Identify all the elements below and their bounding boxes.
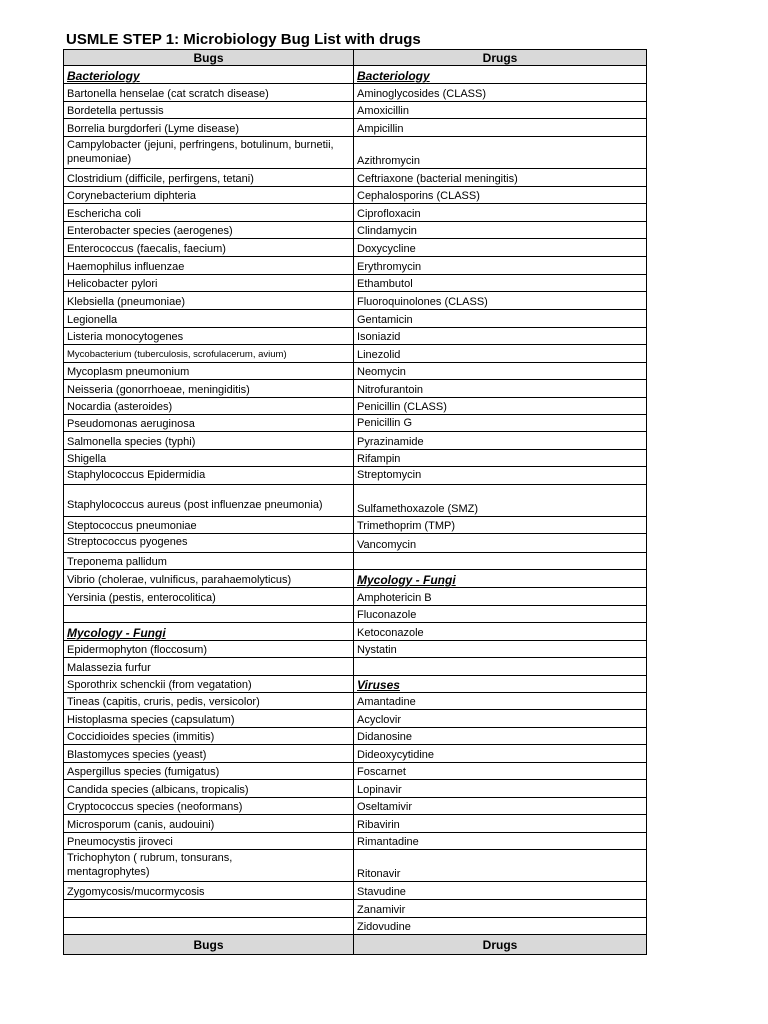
table-footer-row [63, 935, 647, 955]
table-row [63, 728, 647, 745]
table-row [63, 763, 647, 780]
table-row [63, 239, 647, 257]
table-row [63, 485, 647, 517]
table-row [63, 623, 647, 641]
table-row [63, 693, 647, 710]
table-row [63, 641, 647, 658]
drug-cell: Rimantadine [354, 833, 647, 849]
bug-cell: Yersinia (pestis, enterocolitica) [63, 588, 354, 605]
drug-cell: Ceftriaxone (bacterial meningitis) [354, 169, 647, 186]
drug-cell: Linezolid [354, 345, 647, 362]
bug-cell: Shigella [63, 450, 354, 466]
drug-cell: Ethambutol [354, 275, 647, 291]
table-row [63, 380, 647, 398]
table-row [63, 833, 647, 850]
bug-cell: Haemophilus influenzae [63, 257, 354, 274]
bug-cell-line: mentagrophytes) [67, 866, 150, 878]
drug-cell: Zidovudine [354, 918, 647, 934]
drug-cell: Pyrazinamide [354, 432, 647, 449]
table-row [63, 415, 647, 432]
drug-cell: Ribavirin [354, 815, 647, 832]
table-row [63, 204, 647, 222]
bug-cell: Coccidioides species (immitis) [63, 728, 354, 744]
table-row [63, 450, 647, 467]
bug-cell: Zygomycosis/mucormycosis [63, 882, 354, 899]
bug-cell: Vibrio (cholerae, vulnificus, parahaemolyticus) [63, 570, 354, 587]
bug-cell: Blastomyces species (yeast) [63, 745, 354, 762]
bacteriology-section-heading: Bacteriology [63, 66, 354, 83]
bug-cell: Streptococcus pyogenes [63, 534, 354, 552]
bug-cell: Neisseria (gonorrhoeae, meningiditis) [63, 380, 354, 397]
table-row [63, 169, 647, 187]
page-title: USMLE STEP 1: Microbiology Bug List with drugs [66, 31, 421, 48]
table-row [63, 66, 647, 84]
bug-cell-line: Trichophyton ( rubrum, tonsurans, [67, 852, 233, 864]
table-row [63, 432, 647, 450]
bug-cell: Treponema pallidum [63, 553, 354, 569]
drug-cell: Cephalosporins (CLASS) [354, 187, 647, 203]
bug-cell: Staphylococcus Epidermidia [63, 467, 354, 484]
bug-cell: Sporothrix schenckii (from vegatation) [63, 676, 354, 692]
drug-cell: Ritonavir [354, 850, 647, 881]
bug-cell: Cryptococcus species (neoformans) [63, 798, 354, 814]
drug-cell: Nystatin [354, 641, 647, 657]
drug-cell: Amoxicillin [354, 102, 647, 118]
bug-cell [63, 900, 354, 917]
table-row [63, 882, 647, 900]
table-row [63, 570, 647, 588]
bug-cell-line: pneumoniae) [67, 153, 132, 165]
drug-cell: Dideoxycytidine [354, 745, 647, 762]
table-row [63, 467, 647, 485]
drug-cell: Ampicillin [354, 119, 647, 136]
table-row [63, 900, 647, 918]
drug-cell: Gentamicin [354, 310, 647, 327]
drug-cell: Sulfamethoxazole (SMZ) [354, 485, 647, 516]
table-row [63, 658, 647, 676]
drug-cell [354, 553, 647, 569]
table-row [63, 815, 647, 833]
bug-cell: Microsporum (canis, audouini) [63, 815, 354, 832]
table-row [63, 84, 647, 102]
drug-cell: Erythromycin [354, 257, 647, 274]
bug-cell: Corynebacterium diphteria [63, 187, 354, 203]
bug-cell: Mycobacterium (tuberculosis, scrofulacerum, avium) [63, 345, 354, 362]
drug-cell: Fluoroquinolones (CLASS) [354, 292, 647, 309]
table-row [63, 798, 647, 815]
bug-cell-line: Campylobacter (jejuni, perfringens, botulinum, burnetii, [67, 139, 334, 151]
bug-cell: Mycoplasm pneumonium [63, 363, 354, 379]
table-row [63, 257, 647, 275]
drug-cell: Amantadine [354, 693, 647, 709]
bug-cell: Clostridium (difficile, perfirgens, tetani) [63, 169, 354, 186]
drug-cell: Ciprofloxacin [354, 204, 647, 221]
bug-cell: Enterobacter species (aerogenes) [63, 222, 354, 238]
drug-cell: Acyclovir [354, 710, 647, 727]
table-row [63, 606, 647, 623]
mycology-section-heading: Mycology - Fungi [63, 623, 354, 640]
drug-cell: Foscarnet [354, 763, 647, 779]
table-row [63, 292, 647, 310]
drugs-column-footer: Drugs [354, 935, 647, 954]
table-row [63, 345, 647, 363]
bug-cell: Tineas (capitis, cruris, pedis, versicolor) [63, 693, 354, 709]
table-row [63, 517, 647, 534]
drug-cell: Fluconazole [354, 606, 647, 622]
drug-cell: Stavudine [354, 882, 647, 899]
drug-cell: Trimethoprim (TMP) [354, 517, 647, 533]
drug-cell: Neomycin [354, 363, 647, 379]
drug-cell: Penicillin G [354, 415, 647, 431]
drug-cell: Nitrofurantoin [354, 380, 647, 397]
table-row [63, 119, 647, 137]
bug-cell: Eschericha coli [63, 204, 354, 221]
bug-cell: Listeria monocytogenes [63, 328, 354, 344]
bug-cell: Helicobacter pylori [63, 275, 354, 291]
drug-cell: Rifampin [354, 450, 647, 466]
table-row [63, 553, 647, 570]
bug-cell: Epidermophyton (floccosum) [63, 641, 354, 657]
drug-cell: Streptomycin [354, 467, 647, 484]
bug-cell: Staphylococcus aureus (post influenzae pneumonia) [63, 485, 354, 516]
drug-cell: Clindamycin [354, 222, 647, 238]
table-row [63, 534, 647, 553]
bug-cell [63, 918, 354, 934]
table-row [63, 918, 647, 935]
bug-cell: Candida species (albicans, tropicalis) [63, 780, 354, 797]
table-row [63, 780, 647, 798]
drug-cell: Penicillin (CLASS) [354, 398, 647, 414]
table-row [63, 363, 647, 380]
bug-cell: Legionella [63, 310, 354, 327]
table-row [63, 137, 647, 169]
bug-cell: Steptococcus pneumoniae [63, 517, 354, 533]
drug-cell: Didanosine [354, 728, 647, 744]
bug-cell [63, 606, 354, 622]
drug-cell: Zanamivir [354, 900, 647, 917]
table-row [63, 745, 647, 763]
bug-cell: Malassezia furfur [63, 658, 354, 675]
table-row [63, 710, 647, 728]
bugs-column-footer: Bugs [63, 935, 354, 954]
bug-cell [63, 850, 354, 881]
drug-cell: Aminoglycosides (CLASS) [354, 84, 647, 101]
drug-cell: Amphotericin B [354, 588, 647, 605]
table-row [63, 102, 647, 119]
drug-cell: Oseltamivir [354, 798, 647, 814]
bugs-column-header: Bugs [63, 50, 354, 65]
table-row [63, 187, 647, 204]
table-row [63, 588, 647, 606]
table-row [63, 850, 647, 882]
bug-cell: Bartonella henselae (cat scratch disease) [63, 84, 354, 101]
bug-cell: Pneumocystis jiroveci [63, 833, 354, 849]
drug-cell [354, 658, 647, 675]
drug-cell: Vancomycin [354, 534, 647, 552]
drug-cell: Doxycycline [354, 239, 647, 256]
table-header-row [63, 49, 647, 66]
mycology-drugs-section-heading: Mycology - Fungi [354, 570, 647, 587]
bug-cell: Borrelia burgdorferi (Lyme disease) [63, 119, 354, 136]
drug-cell: Lopinavir [354, 780, 647, 797]
table-row [63, 328, 647, 345]
bug-cell: Pseudomonas aeruginosa [63, 415, 354, 431]
table-row [63, 310, 647, 328]
bug-cell: Nocardia (asteroides) [63, 398, 354, 414]
table-row [63, 676, 647, 693]
bug-cell: Histoplasma species (capsulatum) [63, 710, 354, 727]
drug-cell: Isoniazid [354, 328, 647, 344]
bug-cell: Salmonella species (typhi) [63, 432, 354, 449]
bug-cell: Enterococcus (faecalis, faecium) [63, 239, 354, 256]
table-row [63, 222, 647, 239]
bacteriology-drugs-section-heading: Bacteriology [354, 66, 647, 83]
table-row [63, 275, 647, 292]
drugs-column-header: Drugs [354, 50, 647, 65]
drug-cell: Ketoconazole [354, 623, 647, 640]
bug-drug-table [63, 49, 647, 955]
table-row [63, 398, 647, 415]
bug-cell: Aspergillus species (fumigatus) [63, 763, 354, 779]
bug-cell: Klebsiella (pneumoniae) [63, 292, 354, 309]
bug-cell [63, 137, 354, 168]
drug-cell: Azithromycin [354, 137, 647, 168]
viruses-section-heading: Viruses [354, 676, 647, 692]
bug-cell: Bordetella pertussis [63, 102, 354, 118]
